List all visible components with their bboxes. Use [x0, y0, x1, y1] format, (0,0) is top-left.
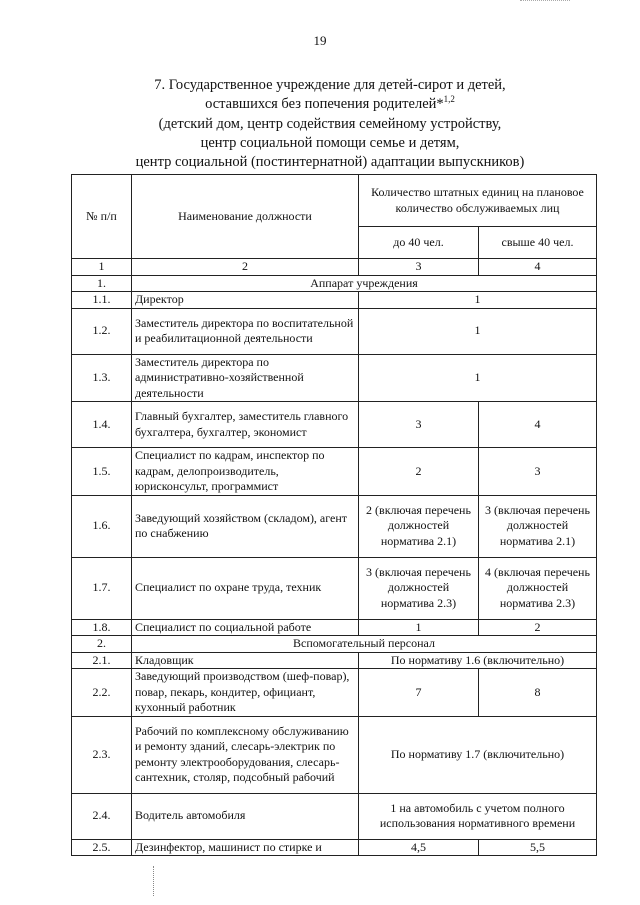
page-number: 19: [313, 33, 327, 48]
heading-line-5: центр социальной (постинтернатной) адаптации выпускников): [135, 154, 525, 171]
table-row: [72, 308, 597, 354]
table-row: [72, 716, 597, 793]
row-value: 1: [359, 308, 597, 354]
column-number: 2: [132, 259, 359, 276]
row-position: Заместитель директора по воспитательной и реабилитационной деятельности: [132, 308, 359, 354]
header-up-to-40: до 40 чел.: [359, 227, 479, 259]
header-num: № п/п: [72, 175, 132, 259]
table-row: [72, 402, 597, 448]
row-num: 2.4.: [72, 793, 132, 839]
row-value-over-40: 8: [479, 669, 597, 717]
row-position: Дезинфектор, машинист по стирке и: [132, 839, 359, 856]
section-title: Аппарат учреждения: [132, 275, 597, 292]
row-position: Заведующий производством (шеф-повар), повар, пекарь, кондитер, официант, кухонный работник: [132, 669, 359, 717]
row-value-over-40: 3 (включая перечень должностей норматива 2.1): [479, 495, 597, 557]
table-row: [72, 448, 597, 496]
row-value-up-to-40: 2 (включая перечень должностей норматива 2.1): [359, 495, 479, 557]
row-value: По нормативу 1.6 (включительно): [359, 652, 597, 669]
table-row: [72, 354, 597, 402]
heading-line-3: (детский дом, центр содействия семейному устройству,: [158, 115, 502, 132]
header-group: Количество штатных единиц на плановое количество обслуживаемых лиц: [359, 175, 597, 227]
row-value: 1: [359, 292, 597, 309]
row-position: Директор: [132, 292, 359, 309]
table-row: [72, 619, 597, 636]
section-row: [72, 275, 597, 292]
row-num: 1.4.: [72, 402, 132, 448]
row-num: 2.: [72, 636, 132, 653]
row-position: Главный бухгалтер, заместитель главного бухгалтера, бухгалтер, экономист: [132, 402, 359, 448]
row-value-up-to-40: 3 (включая перечень должностей норматива 2.3): [359, 557, 479, 619]
heading-line-4: центр социальной помощи семье и детям,: [200, 134, 460, 151]
column-numbers-row: [72, 259, 597, 276]
table-row: [72, 652, 597, 669]
row-position: Рабочий по комплексному обслуживанию и ремонту зданий, слесарь-электрик по ремонту электрооборудования, слесарь-сантехник, столяр, подсобный рабочий: [132, 716, 359, 793]
row-position: Специалист по охране труда, техник: [132, 557, 359, 619]
row-num: 1.1.: [72, 292, 132, 309]
row-position: Заведующий хозяйством (складом), агент по снабжению: [132, 495, 359, 557]
row-num: 2.5.: [72, 839, 132, 856]
row-value-up-to-40: 3: [359, 402, 479, 448]
row-value-up-to-40: 1: [359, 619, 479, 636]
row-position: Заместитель директора по административно-хозяйственной деятельности: [132, 354, 359, 402]
row-value-over-40: 4 (включая перечень должностей норматива 2.3): [479, 557, 597, 619]
row-position: Водитель автомобиля: [132, 793, 359, 839]
row-num: 1.5.: [72, 448, 132, 496]
table-row: [72, 669, 597, 717]
section-row: [72, 636, 597, 653]
row-value: 1: [359, 354, 597, 402]
row-value-over-40: 2: [479, 619, 597, 636]
table-row: [72, 495, 597, 557]
row-num: 1.: [72, 275, 132, 292]
row-value-over-40: 3: [479, 448, 597, 496]
row-num: 1.2.: [72, 308, 132, 354]
document-heading: [60, 76, 600, 172]
row-position: Специалист по кадрам, инспектор по кадрам, делопроизводитель, юрисконсульт, программист: [132, 448, 359, 496]
heading-line-2: [60, 95, 600, 114]
heading-line-2-text: оставшихся без попечения родителей*: [205, 96, 444, 113]
row-value-up-to-40: 4,5: [359, 839, 479, 856]
section-title: Вспомогательный персонал: [132, 636, 597, 653]
table-row: [72, 557, 597, 619]
row-value: По нормативу 1.7 (включительно): [359, 716, 597, 793]
header-position: Наименование должности: [132, 175, 359, 259]
scan-edge-mark: [520, 0, 570, 4]
row-num: 2.2.: [72, 669, 132, 717]
row-position: Кладовщик: [132, 652, 359, 669]
row-num: 1.3.: [72, 354, 132, 402]
table-row: [72, 839, 597, 856]
row-value: 1 на автомобиль с учетом полного использования нормативного времени: [359, 793, 597, 839]
heading-footnote-ref: 1,2: [443, 94, 455, 105]
scan-dots: [153, 866, 156, 896]
row-position: Специалист по социальной работе: [132, 619, 359, 636]
table-row: [72, 292, 597, 309]
column-number: 4: [479, 259, 597, 276]
table-row: [72, 793, 597, 839]
staffing-table: [71, 174, 597, 856]
row-num: 1.8.: [72, 619, 132, 636]
row-value-over-40: 5,5: [479, 839, 597, 856]
header-over-40: свыше 40 чел.: [479, 227, 597, 259]
row-value-up-to-40: 7: [359, 669, 479, 717]
table-header-row: [72, 175, 597, 227]
row-num: 1.7.: [72, 557, 132, 619]
row-value-over-40: 4: [479, 402, 597, 448]
column-number: 1: [72, 259, 132, 276]
row-num: 2.1.: [72, 652, 132, 669]
heading-line-1: 7. Государственное учреждение для детей-сирот и детей,: [154, 77, 506, 93]
row-num: 1.6.: [72, 495, 132, 557]
row-num: 2.3.: [72, 716, 132, 793]
row-value-up-to-40: 2: [359, 448, 479, 496]
column-number: 3: [359, 259, 479, 276]
